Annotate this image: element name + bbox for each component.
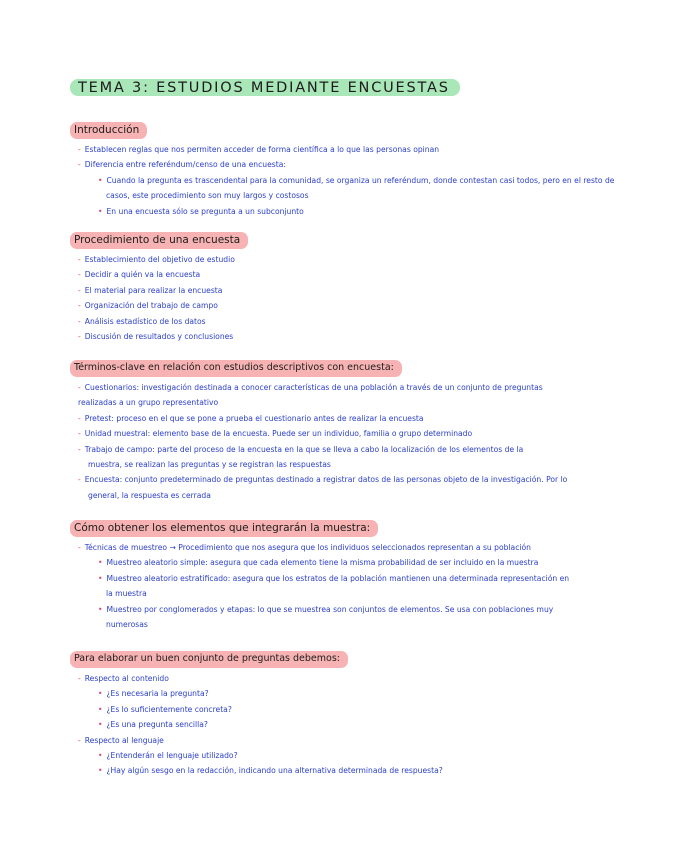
dash-marker: -: [78, 543, 81, 552]
dash-marker: -: [78, 735, 81, 745]
list-item: • Muestreo aleatorio simple: asegura que cada elemento tiene la misma probabilidad de ser incluido en la muestra: [98, 558, 539, 568]
list-item-continuation: realizadas a un grupo representativo: [78, 398, 219, 408]
page-title: TEMA 3: ESTUDIOS MEDIANTE ENCUESTAS: [70, 79, 460, 96]
dash-marker: -: [78, 444, 81, 454]
bullet-marker: •: [98, 573, 103, 583]
dash-marker: -: [78, 301, 81, 311]
list-item: - Decidir a quién va la encuesta: [78, 270, 201, 280]
list-item: - Técnicas de muestreo → Procedimiento que nos asegura que los individuos seleccionados representan a su población: [78, 543, 531, 552]
list-item: - Trabajo de campo: parte del proceso de la encuesta en la que se lleva a cabo la localización de los elementos de la: [78, 444, 524, 454]
section-para-elaborar: [70, 646, 670, 779]
list-item: - Encuesta: conjunto predeterminado de preguntas destinado a registrar datos de las personas objeto de la investigación. Por lo: [78, 475, 568, 485]
dash-marker: -: [78, 270, 81, 280]
list-item: • Muestreo por conglomerados y etapas: lo que se muestrea son conjuntos de elementos. Se usa con poblaciones muy: [98, 604, 554, 614]
dash-marker: -: [78, 413, 81, 423]
section-como-obtener: [70, 516, 670, 632]
list-item: • ¿Entenderán el lenguaje utilizado?: [98, 751, 238, 761]
dash-marker: -: [78, 429, 81, 439]
list-item-continuation: casos, este procedimiento son muy largos y costosos: [106, 191, 309, 201]
list-item: - Análisis estadístico de los datos: [78, 316, 206, 326]
list-item-continuation: muestra, se realizan las preguntas y se registran las respuestas: [88, 460, 331, 470]
list-item: - Pretest: proceso en el que se pone a prueba el cuestionario antes de realizar la encuesta: [78, 413, 424, 423]
list-item: • ¿Es una pregunta sencilla?: [98, 720, 208, 730]
section-heading: Cómo obtener los elementos que integrarán la muestra:: [70, 520, 378, 537]
bullet-marker: •: [98, 206, 103, 216]
dash-marker: -: [78, 160, 81, 170]
list-item: - Respecto al contenido: [78, 674, 169, 683]
bullet-marker: •: [98, 558, 103, 568]
list-item: • ¿Hay algún sesgo en la redacción, indicando una alternativa determinada de respuesta?: [98, 766, 443, 776]
section-heading: Procedimiento de una encuesta: [70, 232, 248, 249]
list-item: - Establecen reglas que nos permiten acceder de forma científica a lo que las personas opinan: [78, 145, 440, 154]
list-item: - Establecimiento del objetivo de estudio: [78, 255, 235, 264]
section-procedimiento: [70, 228, 670, 344]
list-item: • Muestreo aleatorio estratificado: asegura que los estratos de la población mantienen una determinada representación en: [98, 573, 570, 583]
list-item-continuation: la muestra: [106, 589, 147, 599]
dash-marker: -: [78, 255, 81, 264]
list-item: • En una encuesta sólo se pregunta a un subconjunto: [98, 206, 304, 216]
list-item: - Respecto al lenguaje: [78, 735, 164, 745]
bullet-marker: •: [98, 689, 103, 699]
list-item: • ¿Es lo suficientemente concreta?: [98, 704, 232, 714]
list-item: - Diferencia entre referéndum/censo de una encuesta:: [78, 160, 286, 170]
list-item-continuation: general, la respuesta es cerrada: [88, 490, 211, 500]
section-heading: Términos-clave en relación con estudios descriptivos con encuesta:: [70, 360, 402, 377]
bullet-marker: •: [98, 720, 103, 730]
list-item: • ¿Es necesaria la pregunta?: [98, 689, 209, 699]
dash-marker: -: [78, 145, 81, 154]
bullet-marker: •: [98, 766, 103, 776]
bullet-marker: •: [98, 704, 103, 714]
list-item: - Organización del trabajo de campo: [78, 301, 218, 311]
dash-marker: -: [78, 383, 81, 392]
dash-marker: -: [78, 316, 81, 326]
list-item-continuation: numerosas: [106, 620, 148, 630]
list-item: - El material para realizar la encuesta: [78, 285, 223, 295]
list-item: - Unidad muestral: elemento base de la encuesta. Puede ser un individuo, familia o grupo determinado: [78, 429, 473, 439]
list-item: - Discusión de resultados y conclusiones: [78, 332, 234, 342]
list-item: - Cuestionarios: investigación destinada a conocer características de una población a través de un conjunto de preguntas: [78, 383, 543, 392]
bullet-marker: •: [98, 604, 103, 614]
dash-marker: -: [78, 285, 81, 295]
dash-marker: -: [78, 475, 81, 485]
section-heading: Introducción: [70, 122, 147, 139]
bullet-marker: •: [98, 751, 103, 761]
list-item: • Cuando la pregunta es trascendental para la comunidad, se organiza un referéndum, donde contestan casi todos, pero en el resto de: [98, 175, 615, 185]
section-introduccion: [70, 118, 670, 219]
section-heading: Para elaborar un buen conjunto de preguntas debemos:: [70, 651, 348, 668]
dash-marker: -: [78, 674, 81, 683]
bullet-marker: •: [98, 175, 103, 185]
dash-marker: -: [78, 332, 81, 342]
section-terminos-clave: [70, 355, 670, 503]
